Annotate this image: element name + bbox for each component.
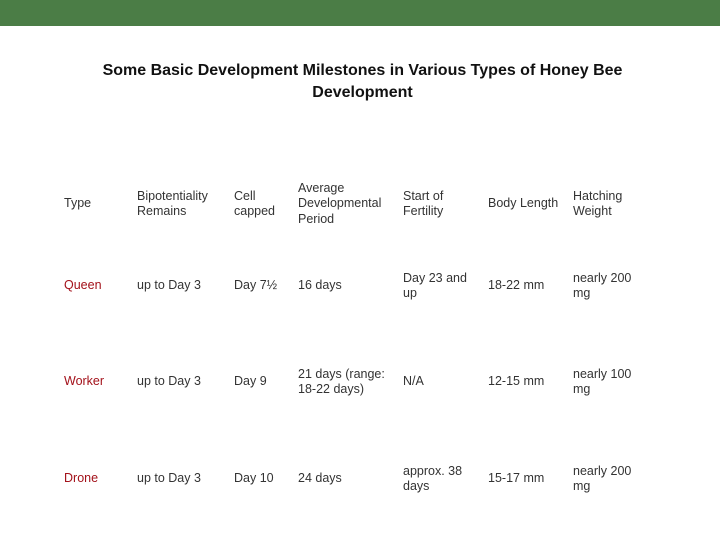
cell-body-length: 15-17 mm xyxy=(488,471,545,486)
row-label-queen: Queen xyxy=(64,278,102,293)
cell-fertility: Day 23 and up xyxy=(403,270,467,300)
cell-bipotentiality: up to Day 3 xyxy=(137,278,201,293)
header-fertility: Start of Fertility xyxy=(403,188,444,218)
header-type: Type xyxy=(64,196,92,211)
cell-dev-period: 16 days xyxy=(298,278,342,293)
cell-bipotentiality: up to Day 3 xyxy=(137,374,201,389)
cell-hatching-weight: nearly 100 mg xyxy=(573,366,632,396)
cell-fertility: N/A xyxy=(403,374,424,389)
header-cell-capped: Cell capped xyxy=(234,188,276,218)
slide-title: Some Basic Development Milestones in Various Types of Honey Bee Development xyxy=(102,62,623,101)
row-label-worker: Worker xyxy=(64,374,105,389)
header-dev-period: Average Developmental Period xyxy=(298,180,382,226)
cell-hatching-weight: nearly 200 mg xyxy=(573,270,632,300)
cell-cell-capped: Day 7½ xyxy=(234,278,278,293)
cell-hatching-weight: nearly 200 mg xyxy=(573,463,632,493)
cell-cell-capped: Day 9 xyxy=(234,374,267,389)
cell-cell-capped: Day 10 xyxy=(234,471,274,486)
cell-body-length: 12-15 mm xyxy=(488,374,545,389)
cell-body-length: 18-22 mm xyxy=(488,278,545,293)
header-hatching-weight: Hatching Weight xyxy=(573,188,623,218)
header-bipotentiality: Bipotentiality Remains xyxy=(137,188,208,218)
top-accent-bar xyxy=(0,0,720,26)
cell-fertility: approx. 38 days xyxy=(403,463,463,493)
row-label-drone: Drone xyxy=(64,471,99,486)
cell-bipotentiality: up to Day 3 xyxy=(137,471,201,486)
header-body-length: Body Length xyxy=(488,196,559,211)
cell-dev-period: 24 days xyxy=(298,471,342,486)
cell-dev-period: 21 days (range: 18-22 days) xyxy=(298,366,385,396)
